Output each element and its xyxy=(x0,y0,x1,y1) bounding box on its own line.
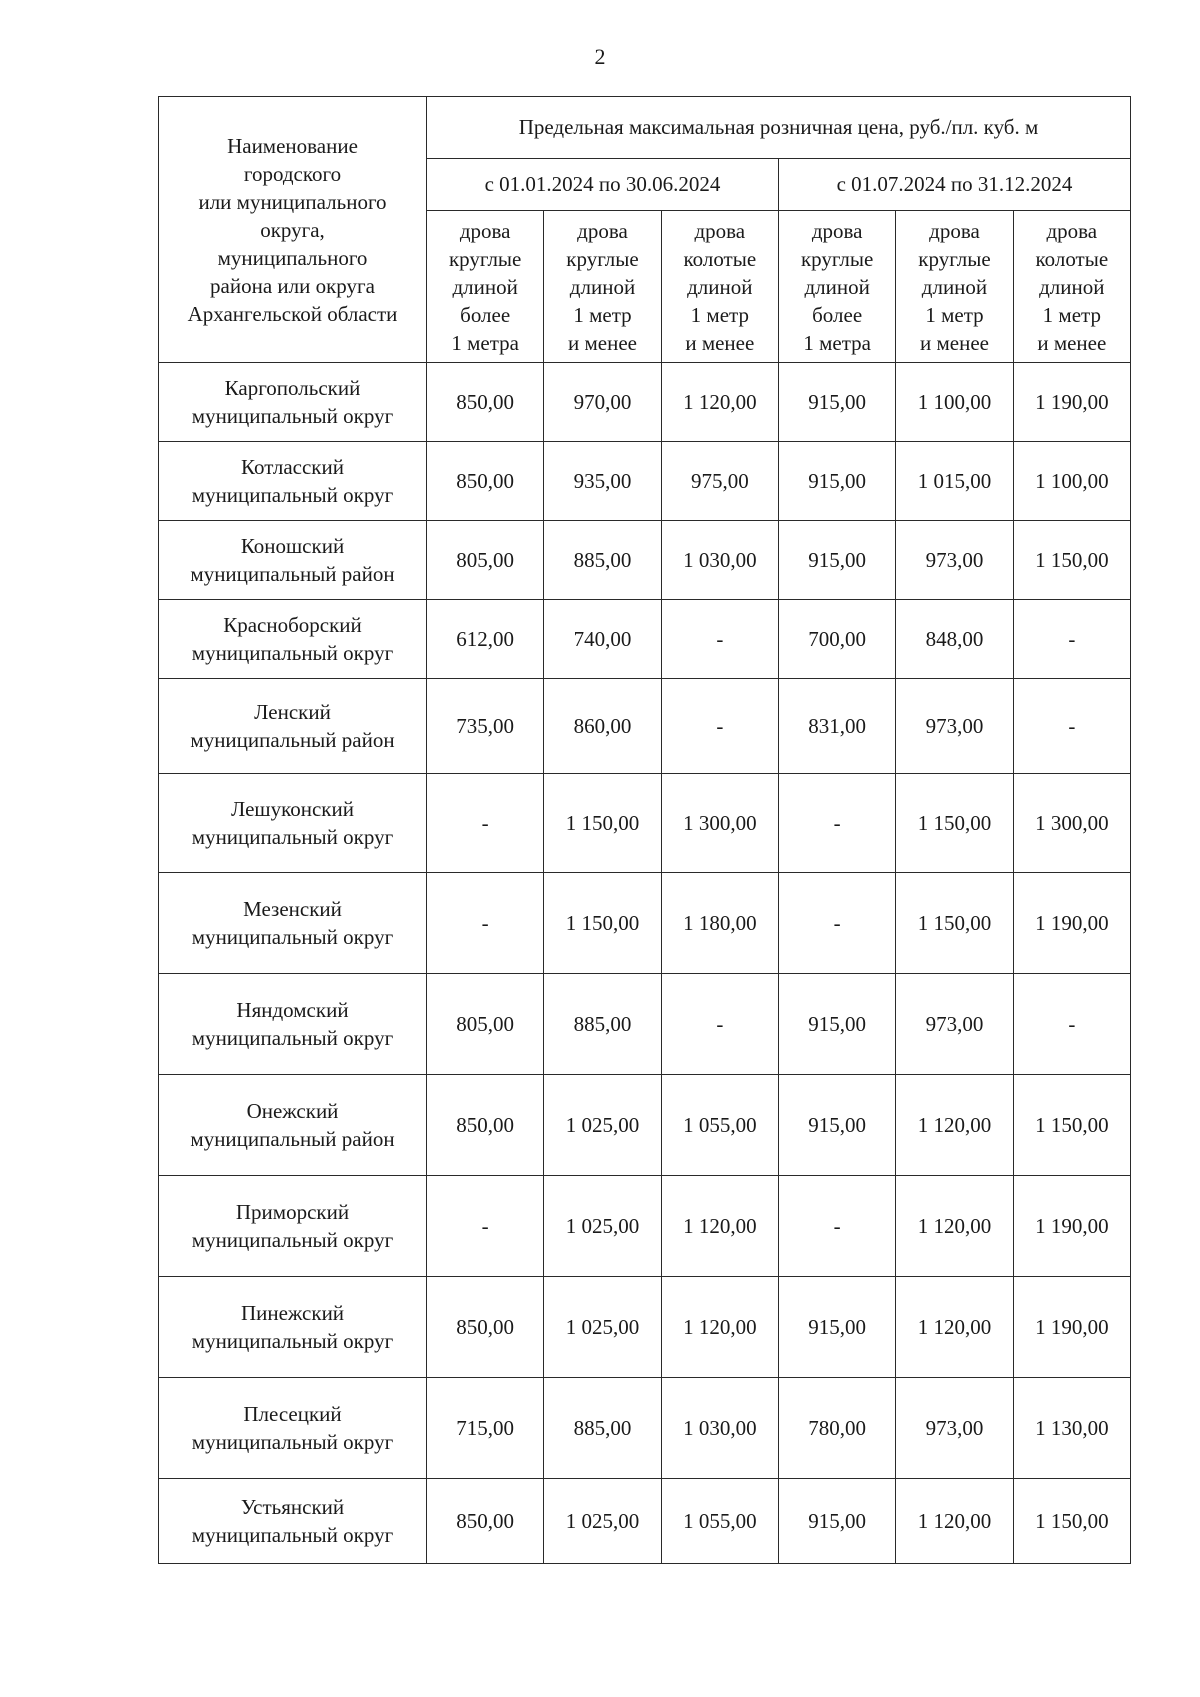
table-row xyxy=(159,679,1131,774)
price-cell: 915,00 xyxy=(778,442,895,521)
price-cell: 1 055,00 xyxy=(661,1479,778,1564)
price-cell: - xyxy=(778,873,895,974)
price-cell: - xyxy=(427,774,544,873)
price-cell: 860,00 xyxy=(544,679,661,774)
price-cell: 1 120,00 xyxy=(661,363,778,442)
price-cell: 1 120,00 xyxy=(896,1479,1013,1564)
price-cell: 915,00 xyxy=(778,974,895,1075)
price-cell: 1 030,00 xyxy=(661,521,778,600)
price-cell: 1 030,00 xyxy=(661,1378,778,1479)
price-cell: 850,00 xyxy=(427,442,544,521)
price-cell: 850,00 xyxy=(427,363,544,442)
price-header: Предельная максимальная розничная цена, руб./пл. куб. м xyxy=(427,97,1131,159)
district-name: Лешуконский муниципальный округ xyxy=(159,774,427,873)
price-cell: - xyxy=(778,774,895,873)
table-row xyxy=(159,442,1131,521)
table-row xyxy=(159,1378,1131,1479)
price-cell: 1 190,00 xyxy=(1013,873,1130,974)
price-cell: 915,00 xyxy=(778,521,895,600)
price-cell: - xyxy=(661,600,778,679)
table-row xyxy=(159,774,1131,873)
price-cell: 1 300,00 xyxy=(661,774,778,873)
price-cell: 850,00 xyxy=(427,1479,544,1564)
price-cell: - xyxy=(661,974,778,1075)
firewood-type-header: дрова круглые длиной 1 метр и менее xyxy=(544,211,661,363)
price-cell: 1 055,00 xyxy=(661,1075,778,1176)
price-cell: 1 120,00 xyxy=(661,1176,778,1277)
district-name: Пинежский муниципальный округ xyxy=(159,1277,427,1378)
page-number: 2 xyxy=(594,44,606,69)
price-cell: 850,00 xyxy=(427,1075,544,1176)
price-cell: 1 150,00 xyxy=(544,774,661,873)
firewood-type-header: дрова круглые длиной более 1 метра xyxy=(778,211,895,363)
price-cell: 805,00 xyxy=(427,521,544,600)
price-cell: 1 150,00 xyxy=(896,774,1013,873)
firewood-type-header: дрова круглые длиной более 1 метра xyxy=(427,211,544,363)
price-cell: 1 120,00 xyxy=(896,1277,1013,1378)
price-cell: 848,00 xyxy=(896,600,1013,679)
price-cell: 915,00 xyxy=(778,1479,895,1564)
table-row xyxy=(159,873,1131,974)
price-cell: 1 150,00 xyxy=(1013,521,1130,600)
price-cell: 850,00 xyxy=(427,1277,544,1378)
price-cell: 1 150,00 xyxy=(896,873,1013,974)
price-cell: 740,00 xyxy=(544,600,661,679)
district-name: Устьянский муниципальный округ xyxy=(159,1479,427,1564)
price-cell: 1 150,00 xyxy=(544,873,661,974)
price-cell: 1 300,00 xyxy=(1013,774,1130,873)
price-cell: 1 120,00 xyxy=(896,1176,1013,1277)
table-row xyxy=(159,363,1131,442)
period-header-2: с 01.07.2024 по 31.12.2024 xyxy=(778,159,1130,211)
price-cell: 1 150,00 xyxy=(1013,1479,1130,1564)
price-cell: 935,00 xyxy=(544,442,661,521)
price-cell: 885,00 xyxy=(544,974,661,1075)
price-cell: - xyxy=(778,1176,895,1277)
price-cell: 805,00 xyxy=(427,974,544,1075)
price-cell: 612,00 xyxy=(427,600,544,679)
district-name: Котласский муниципальный округ xyxy=(159,442,427,521)
table-row xyxy=(159,974,1131,1075)
price-cell: - xyxy=(1013,600,1130,679)
district-column-header: Наименование городского или муниципального округа, муниципального района или округа Архангельской области xyxy=(159,97,427,363)
price-cell: 970,00 xyxy=(544,363,661,442)
table-row xyxy=(159,600,1131,679)
price-cell: 1 025,00 xyxy=(544,1075,661,1176)
district-name: Няндомский муниципальный округ xyxy=(159,974,427,1075)
district-name: Плесецкий муниципальный округ xyxy=(159,1378,427,1479)
price-cell: 1 150,00 xyxy=(1013,1075,1130,1176)
price-cell: 700,00 xyxy=(778,600,895,679)
table-row xyxy=(159,1277,1131,1378)
table-row xyxy=(159,521,1131,600)
district-name: Ленский муниципальный район xyxy=(159,679,427,774)
price-cell: 1 120,00 xyxy=(661,1277,778,1378)
price-cell: 973,00 xyxy=(896,1378,1013,1479)
price-cell: - xyxy=(1013,974,1130,1075)
price-cell: 885,00 xyxy=(544,521,661,600)
price-cell: 915,00 xyxy=(778,363,895,442)
price-cell: 915,00 xyxy=(778,1075,895,1176)
firewood-type-header: дрова колотые длиной 1 метр и менее xyxy=(661,211,778,363)
price-cell: 735,00 xyxy=(427,679,544,774)
price-cell: 715,00 xyxy=(427,1378,544,1479)
table-row xyxy=(159,1479,1131,1564)
district-name: Каргопольский муниципальный округ xyxy=(159,363,427,442)
price-cell: - xyxy=(1013,679,1130,774)
price-cell: 973,00 xyxy=(896,974,1013,1075)
price-cell: 1 015,00 xyxy=(896,442,1013,521)
price-cell: 1 100,00 xyxy=(1013,442,1130,521)
price-cell: 1 190,00 xyxy=(1013,363,1130,442)
price-cell: 975,00 xyxy=(661,442,778,521)
table-row xyxy=(159,1075,1131,1176)
price-cell: - xyxy=(427,873,544,974)
price-cell: 885,00 xyxy=(544,1378,661,1479)
price-cell: 1 025,00 xyxy=(544,1176,661,1277)
price-cell: 831,00 xyxy=(778,679,895,774)
price-cell: 1 025,00 xyxy=(544,1277,661,1378)
firewood-type-header: дрова колотые длиной 1 метр и менее xyxy=(1013,211,1130,363)
price-cell: 973,00 xyxy=(896,679,1013,774)
price-cell: - xyxy=(427,1176,544,1277)
price-cell: 1 025,00 xyxy=(544,1479,661,1564)
district-name: Онежский муниципальный район xyxy=(159,1075,427,1176)
price-cell: 1 120,00 xyxy=(896,1075,1013,1176)
table-row xyxy=(159,1176,1131,1277)
district-name: Красноборский муниципальный округ xyxy=(159,600,427,679)
firewood-price-table xyxy=(158,96,1131,1564)
district-name: Коношский муниципальный район xyxy=(159,521,427,600)
price-cell: 973,00 xyxy=(896,521,1013,600)
price-cell: 1 190,00 xyxy=(1013,1176,1130,1277)
price-cell: 1 100,00 xyxy=(896,363,1013,442)
price-cell: 915,00 xyxy=(778,1277,895,1378)
price-cell: - xyxy=(661,679,778,774)
district-name: Мезенский муниципальный округ xyxy=(159,873,427,974)
price-cell: 780,00 xyxy=(778,1378,895,1479)
price-cell: 1 180,00 xyxy=(661,873,778,974)
period-header-1: с 01.01.2024 по 30.06.2024 xyxy=(427,159,779,211)
firewood-type-header: дрова круглые длиной 1 метр и менее xyxy=(896,211,1013,363)
district-name: Приморский муниципальный округ xyxy=(159,1176,427,1277)
price-cell: 1 190,00 xyxy=(1013,1277,1130,1378)
price-cell: 1 130,00 xyxy=(1013,1378,1130,1479)
